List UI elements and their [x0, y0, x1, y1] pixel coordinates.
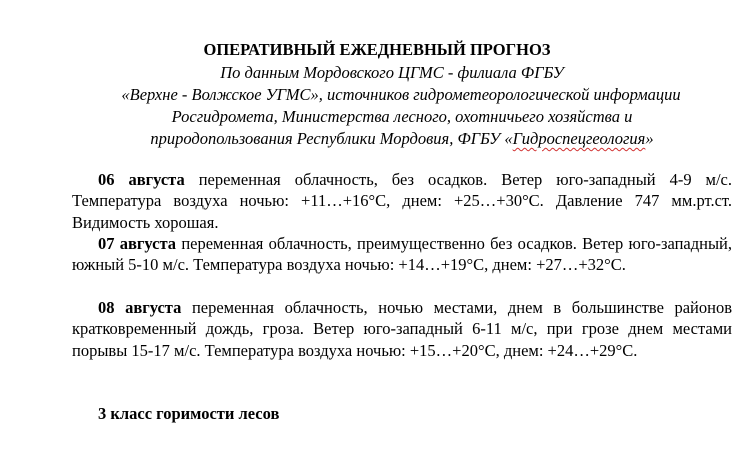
forecast-paragraph-day-3	[72, 297, 732, 361]
fire-danger-class: 3 класс горимости лесов	[98, 404, 280, 423]
subtitle-line: «Верхне - Волжское УГМС», источников гидрометеорологической информации	[121, 85, 681, 104]
forecast-date: 08 августа	[98, 298, 182, 317]
subtitle-line	[0, 129, 754, 149]
subtitle-text: природопользования Республики Мордовия, ФГБУ «	[150, 129, 513, 148]
subtitle-line: По данным Мордовского ЦГМС - филиала ФГБУ	[220, 63, 564, 82]
subtitle-closing-quote: »	[645, 129, 654, 148]
forecast-text: переменная облачность, ночью местами, днем в большинстве районов кратковременный дождь, гроза. Ветер юго-западный 6-11 м/с, при грозе днем местами порывы 15-17 м/с. Температура воздуха ночью: +15…+20°С, днем: +24…+29°С.	[72, 298, 732, 360]
spellcheck-underlined-org-name: Гидроспецгеология	[512, 129, 646, 148]
subtitle-line: Росгидромета, Министерства лесного, охотничьего хозяйства и	[171, 107, 633, 126]
forecast-date: 06 августа	[98, 170, 185, 189]
forecast-paragraph-day-2	[72, 233, 732, 276]
forecast-date: 07 августа	[98, 234, 177, 253]
forecast-text: переменная облачность, преимущественно без осадков. Ветер юго-западный, южный 5-10 м/с. Температура воздуха ночью: +14…+19°С, днем: +27…+32°С.	[72, 234, 732, 275]
forecast-text: переменная облачность, без осадков. Ветер юго-западный 4-9 м/с. Температура воздуха ночью: +11…+16°С, днем: +25…+30°С. Давление 747 мм.рт.ст. Видимость хорошая.	[72, 170, 732, 232]
forecast-paragraph-day-1	[72, 169, 732, 233]
document-title: ОПЕРАТИВНЫЙ ЕЖЕДНЕВНЫЙ ПРОГНОЗ	[203, 40, 551, 59]
